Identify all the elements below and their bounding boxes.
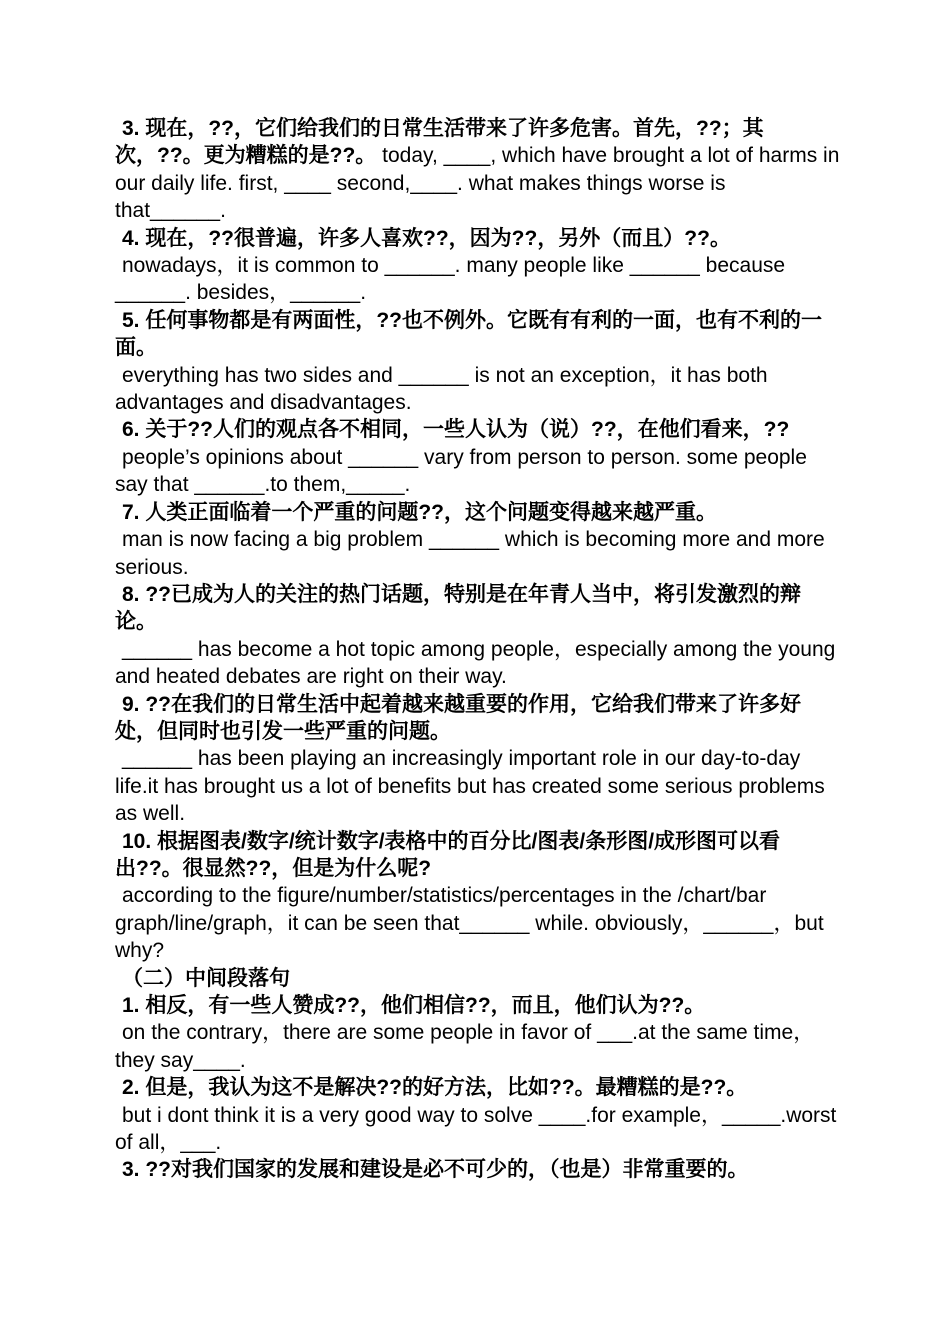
english-sentence: but i dont think it is a very good way to solve ____.for example，_____.worst of all，___.: [115, 1103, 837, 1155]
chinese-sentence: 10. 根据图表/数字/统计数字/表格中的百分比/图表/条形图/成形图可以看出??。很显然??，但是为什么呢?: [115, 829, 781, 880]
english-sentence: according to the figure/number/statistics/percentages in the /chart/bar graph/line/graph，it can be seen that______ while. obviously，______，but why?: [115, 884, 824, 963]
list-item-8: [115, 581, 840, 691]
english-sentence: ______ has become a hot topic among people，especially among the young and heated debates are right on their way.: [115, 637, 836, 689]
chinese-sentence: 1. 相反，有一些人赞成??，他们相信??，而且，他们认为??。: [122, 994, 706, 1017]
list-item-6: [115, 416, 840, 498]
list-item-9: [115, 691, 840, 828]
document-body: [115, 115, 840, 1184]
english-sentence: man is now facing a big problem ______ which is becoming more and more serious.: [115, 528, 825, 579]
chinese-sentence: 5. 任何事物都是有两面性，??也不例外。它既有有利的一面，也有不利的一面。: [115, 308, 823, 360]
english-sentence: today, ____, which have brought a lot of harms in our daily life. first, ____ second,____. what makes things worse is that______.: [115, 144, 840, 223]
list-item-7: [115, 499, 840, 581]
english-sentence: nowadays，it is common to ______. many people like ______ because ______. besides，______.: [115, 254, 786, 305]
section-heading-text: （二）中间段落句: [122, 966, 290, 990]
chinese-sentence: 4. 现在，??很普遍，许多人喜欢??，因为??，另外（而且）??。: [122, 226, 731, 250]
middle-list-item-3: [115, 1156, 840, 1183]
chinese-sentence: 3. 现在，??，它们给我们的日常生活带来了许多危害。首先，??；其次，??。更为糟糕的是??。: [115, 117, 764, 168]
chinese-sentence: 3. ??对我们国家的发展和建设是必不可少的，（也是）非常重要的。: [122, 1158, 749, 1182]
list-item-3: [115, 115, 840, 225]
english-sentence: everything has two sides and ______ is not an exception，it has both advantages and disadvantages.: [115, 363, 768, 415]
chinese-sentence: 6. 关于??人们的观点各不相同，一些人认为（说）??，在他们看来，??: [122, 418, 790, 442]
english-sentence: ______ has been playing an increasingly important role in our day-to-day life.it has brought us a lot of benefits but has created some serious problems as well.: [115, 747, 825, 826]
section-heading: [115, 965, 840, 992]
chinese-sentence: 2. 但是，我认为这不是解决??的好方法，比如??。最糟糕的是??。: [122, 1076, 748, 1100]
english-sentence: on the contrary，there are some people in favor of ___.at the same time，they say____.: [115, 1021, 815, 1072]
english-sentence: people’s opinions about ______ vary from person to person. some people say that ______.to them,_____.: [115, 445, 807, 497]
chinese-sentence: 7. 人类正面临着一个严重的问题??，这个问题变得越来越严重。: [122, 500, 718, 524]
middle-list-item-2: [115, 1074, 840, 1156]
list-item-5: [115, 307, 840, 417]
middle-list-item-1: [115, 992, 840, 1074]
list-item-10: [115, 828, 840, 965]
chinese-sentence: 8. ??已成为人的关注的热门话题，特别是在年青人当中，将引发激烈的辩论。: [115, 582, 802, 634]
chinese-sentence: 9. ??在我们的日常生活中起着越来越重要的作用，它给我们带来了许多好处，但同时也引发一些严重的问题。: [115, 692, 802, 743]
list-item-4: [115, 225, 840, 307]
